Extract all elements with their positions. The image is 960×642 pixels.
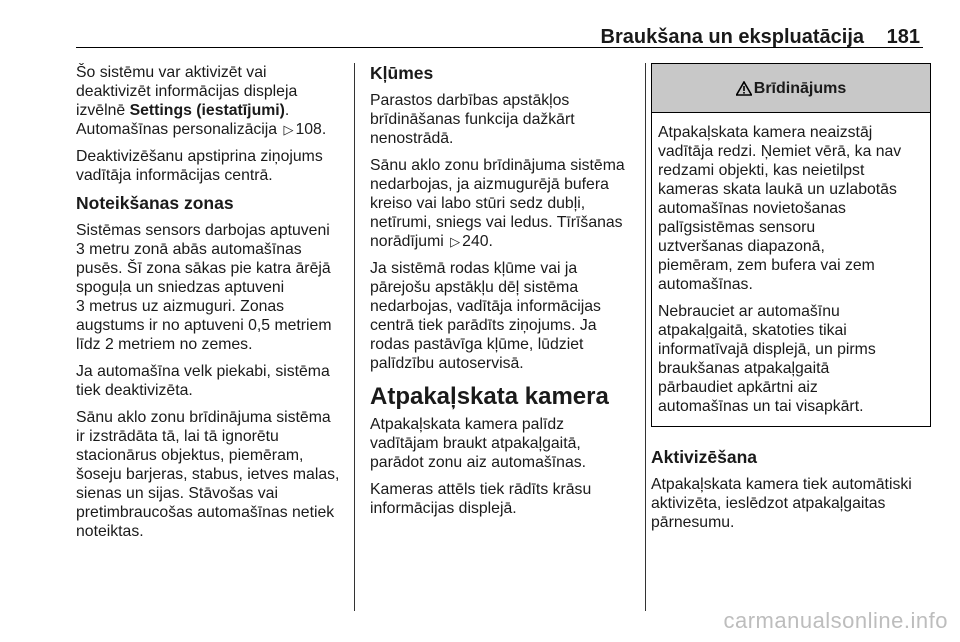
text-line: tiek deaktivizēta. [76,382,193,399]
column-divider [354,63,355,611]
warning-box [651,63,931,427]
paragraph-stationary [76,408,348,541]
text-line: automašīnas. [658,276,753,293]
warning-paragraph [658,302,924,416]
text-line: spoguļa un sniedzas aptuveni [76,279,285,296]
text-line: šoseju barjeras, stabus, ietves malas, [76,466,340,483]
text-line: netīrumi, sniegs vai ledus. Tīrīšanas [370,214,623,231]
text-line: nedarbojas, vadītāja informācijas [370,298,601,315]
text-line: palīgsistēmas sensoru [658,219,816,236]
text-line: Atpakaļskata kamera tiek automātiski [651,476,912,493]
paragraph-camera-display [370,480,635,518]
column-right [651,63,931,540]
paragraph-normal [370,91,635,148]
text-line: vadītājam braukt atpakaļgaitā, [370,435,581,452]
page-reference[interactable]: 108. [295,121,327,138]
heading-detection-zones: Noteikšanas zonas [76,193,234,213]
paragraph-settings [76,63,348,139]
paragraph-fault-message [370,259,635,373]
paragraph-zones [76,221,348,354]
text-line: uztveršanas diapazonā, [658,238,825,255]
paragraph-deactivation [76,147,348,185]
text-line: Sistēmas sensors darbojas aptuveni [76,222,330,239]
text-line: piemēram, zem bufera vai zem [658,257,875,274]
text-line: automašīnas novietošanas [658,200,846,217]
text-line: nedarbojas, ja aizmugurējā bufera [370,176,609,193]
text-line: braukšanas atpakaļgaitā [658,360,830,377]
warning-body [652,113,930,426]
text-line: informācijas displejā. [370,500,517,517]
reference-arrow-icon: ▷ [450,234,461,249]
text-line: vadītāja redzi. Ņemiet vērā, ka nav [658,143,902,160]
text-line: pusēs. Šī zona sākas pie katra ārējā [76,260,331,277]
text-fragment: . [284,102,290,119]
text-line: rodas pastāvīga kļūme, lūdziet [370,336,584,353]
header-divider [76,47,923,48]
text-line: vadītāja informācijas centrā. [76,167,273,184]
text-line: 3 metru zonā abās automašīnas [76,241,302,258]
text-line: kameras skata laukā un uzlabotās [658,181,897,198]
text-line: ir izstrādāta tā, lai tā ignorētu [76,428,279,445]
text-line: redzami objekti, kas neietilpst [658,162,865,179]
section-title: Braukšana un ekspluatācija [600,26,864,48]
text-line: Nebrauciet ar automašīnu [658,303,840,320]
text-line: brīdināšanas funkcija dažkārt [370,111,575,128]
text-fragment: norādījumi [370,233,444,250]
paragraph-activation [651,475,931,532]
warning-paragraph [658,123,924,294]
text-line: aktivizēta, ieslēdzot atpakaļgaitas [651,495,886,512]
text-line: Deaktivizēšanu apstiprina ziņojums [76,148,323,165]
text-line: automašīnas un tai visapkārt. [658,398,864,415]
text-line: centrā tiek parādīts ziņojums. Ja [370,317,597,334]
text-line [76,120,348,139]
column-divider [645,63,646,611]
text-line: pārbaudiet apkārtni aiz [658,379,818,396]
text-line: noteiktas. [76,523,144,540]
text-line: nenostrādā. [370,130,454,147]
page-number: 181 [886,26,920,48]
warning-header [652,64,930,113]
text-line: deaktivizēt informācijas displeja [76,83,298,100]
text-line: Ja automašīna velk piekabi, sistēma [76,363,330,380]
text-line: kreiso vai labo stūri sedz dubļi, [370,195,586,212]
text-line: augstums ir no aptuveni 0,5 metriem [76,317,332,334]
text-line: Atpakaļskata kamera neaizstāj [658,124,873,141]
reference-arrow-icon: ▷ [283,122,294,137]
column-left [76,63,348,549]
page-reference[interactable]: 240. [462,233,493,250]
text-line: Atpakaļskata kamera palīdz [370,416,565,433]
text-line: Parastos darbības apstākļos [370,92,570,109]
text-line: parādot zonu aiz automašīnas. [370,454,587,471]
text-line: līdz 2 metriem no zemes. [76,336,253,353]
section-heading-rear-camera: Atpakaļskata kamera [370,383,609,410]
text-line: Kameras attēls tiek rādīts krāsu [370,481,592,498]
menu-name: Settings (iestatījumi) [129,102,285,119]
heading-activation: Aktivizēšana [651,447,758,467]
warning-title: Brīdinājums [753,79,847,97]
text-line: atpakaļgaitā, skatoties tikai [658,322,847,339]
text-line: 3 metrus uz aizmuguri. Zonas [76,298,285,315]
text-line: pārejošu apstākļu dēļ sistēma [370,279,579,296]
text-line: stacionārus objektus, piemēram, [76,447,304,464]
text-line: sienas un sijas. Stāvošas vai [76,485,278,502]
text-line: Ja sistēmā rodas kļūme vai ja [370,260,578,277]
text-line: pretimbraucošas automašīnas netiek [76,504,335,521]
paragraph-camera-intro [370,415,635,472]
text-line: palīdzību autoservisā. [370,355,524,372]
text-line: informatīvajā displejā, un pirms [658,341,876,358]
heading-faults: Kļūmes [370,63,434,83]
text-fragment: izvēlnē [76,102,130,119]
text-line [76,101,348,120]
text-line: pārnesumu. [651,514,735,531]
text-line [370,232,635,251]
text-line: Šo sistēmu var aktivizēt vai [76,64,267,81]
warning-triangle-icon [736,81,752,96]
watermark: carmanualsonline.info [723,608,948,633]
paragraph-trailer [76,362,348,400]
paragraph-dirt [370,156,635,251]
text-fragment: Automašīnas personalizācija [76,121,278,138]
text-line: Sānu aklo zonu brīdinājuma sistēma [370,157,625,174]
column-middle [370,63,635,526]
text-line: Sānu aklo zonu brīdinājuma sistēma [76,409,331,426]
